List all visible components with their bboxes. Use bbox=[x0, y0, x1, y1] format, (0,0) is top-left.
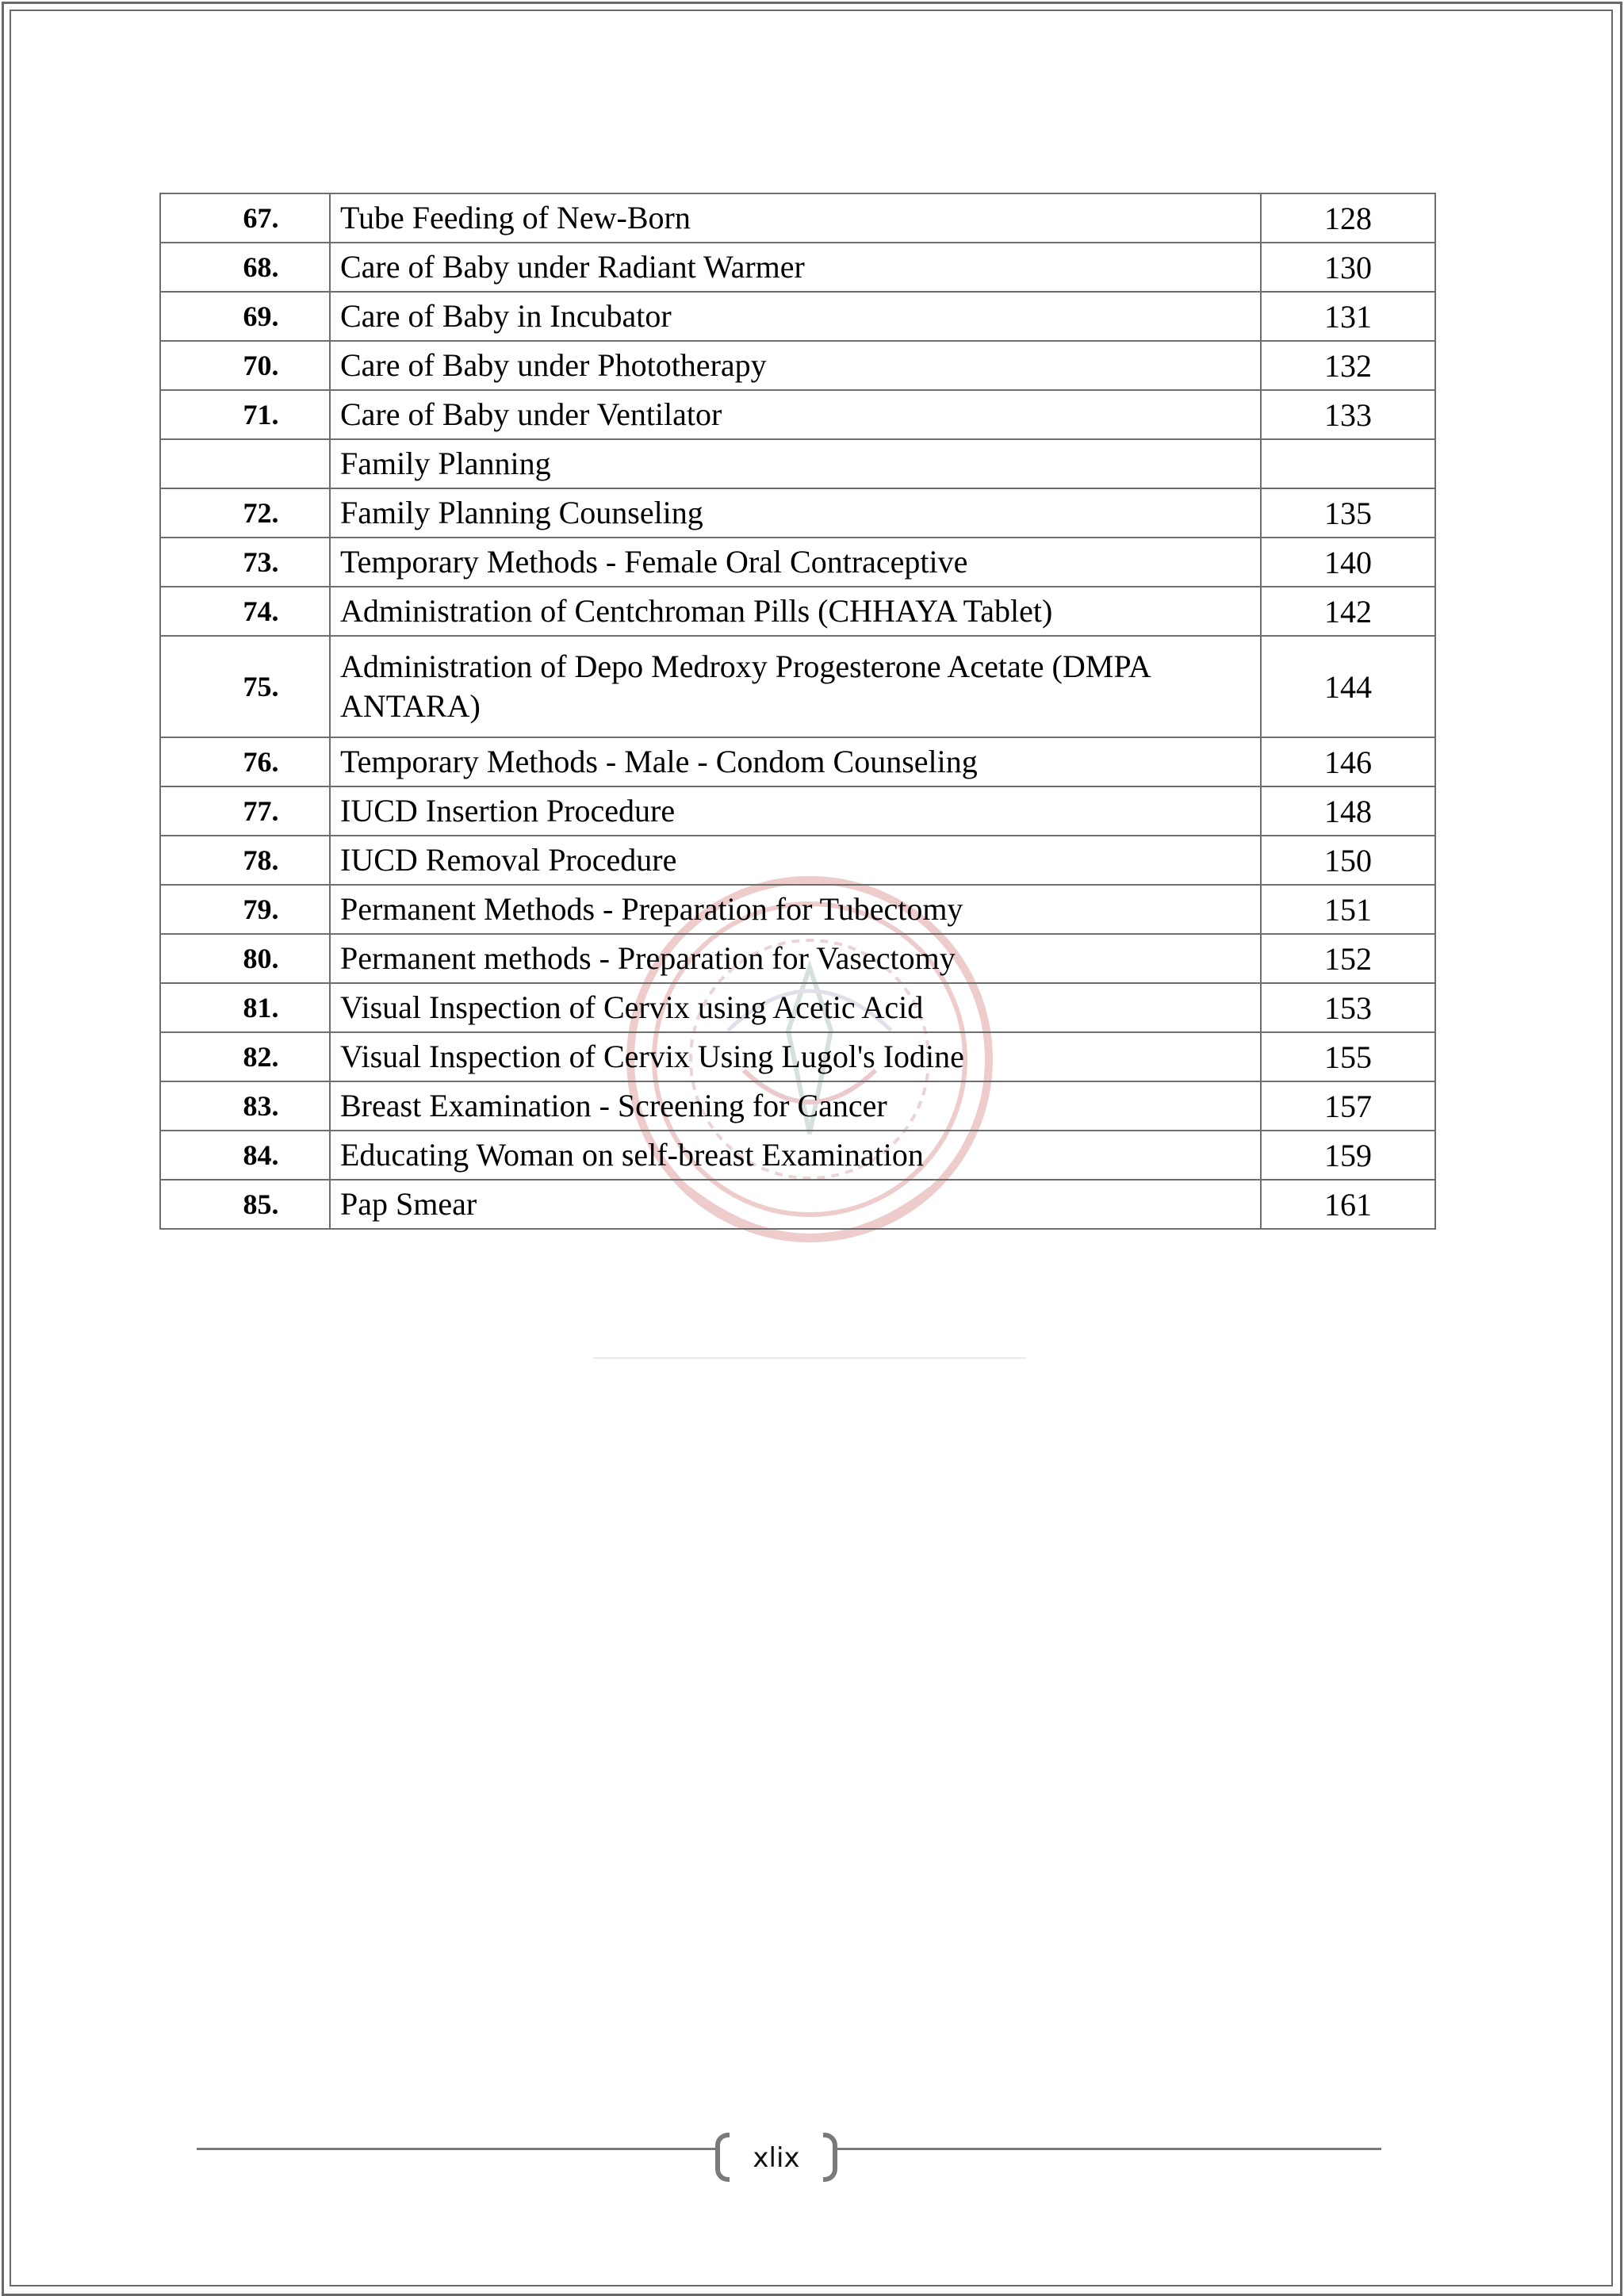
entry-page: 150 bbox=[1261, 836, 1435, 885]
entry-title: Permanent Methods - Preparation for Tubectomy bbox=[330, 885, 1261, 934]
entry-number: 79. bbox=[160, 885, 330, 934]
entry-number: 74. bbox=[160, 587, 330, 636]
entry-title: Tube Feeding of New-Born bbox=[330, 193, 1261, 243]
entry-title: Care of Baby under Ventilator bbox=[330, 390, 1261, 439]
entry-number: 83. bbox=[160, 1081, 330, 1131]
entry-page: 153 bbox=[1261, 983, 1435, 1032]
entry-number: 82. bbox=[160, 1032, 330, 1081]
table-row bbox=[160, 983, 1435, 1032]
contents-table bbox=[159, 193, 1436, 1230]
contents-table-body bbox=[160, 193, 1435, 1229]
entry-page: 135 bbox=[1261, 488, 1435, 538]
entry-title: Administration of Centchroman Pills (CHHAYA Tablet) bbox=[330, 587, 1261, 636]
entry-number: 69. bbox=[160, 292, 330, 341]
entry-page: 161 bbox=[1261, 1180, 1435, 1229]
table-row bbox=[160, 292, 1435, 341]
entry-page: 133 bbox=[1261, 390, 1435, 439]
page-number: xlix bbox=[753, 2142, 800, 2174]
entry-title: Temporary Methods - Female Oral Contraceptive bbox=[330, 538, 1261, 587]
table-row bbox=[160, 488, 1435, 538]
table-row bbox=[160, 1180, 1435, 1229]
entry-title: IUCD Insertion Procedure bbox=[330, 786, 1261, 836]
table-row bbox=[160, 786, 1435, 836]
table-row bbox=[160, 1032, 1435, 1081]
entry-title: Pap Smear bbox=[330, 1180, 1261, 1229]
entry-page: 142 bbox=[1261, 587, 1435, 636]
entry-number bbox=[160, 439, 330, 488]
entry-page: 140 bbox=[1261, 538, 1435, 587]
entry-number: 84. bbox=[160, 1131, 330, 1180]
entry-title: Breast Examination - Screening for Cancer bbox=[330, 1081, 1261, 1131]
entry-page: 151 bbox=[1261, 885, 1435, 934]
table-row bbox=[160, 836, 1435, 885]
table-row bbox=[160, 390, 1435, 439]
entry-title: Visual Inspection of Cervix Using Lugol's Iodine bbox=[330, 1032, 1261, 1081]
entry-title: Family Planning bbox=[330, 439, 1261, 488]
footer-rule-right bbox=[837, 2148, 1381, 2150]
entry-number: 81. bbox=[160, 983, 330, 1032]
entry-title: Family Planning Counseling bbox=[330, 488, 1261, 538]
entry-page: 155 bbox=[1261, 1032, 1435, 1081]
entry-number: 73. bbox=[160, 538, 330, 587]
entry-page: 146 bbox=[1261, 737, 1435, 786]
entry-page: 130 bbox=[1261, 243, 1435, 292]
entry-page: 144 bbox=[1261, 636, 1435, 737]
table-row bbox=[160, 737, 1435, 786]
entry-title: Administration of Depo Medroxy Progesterone Acetate (DMPA ANTARA) bbox=[330, 636, 1261, 737]
table-row bbox=[160, 587, 1435, 636]
entry-page: 132 bbox=[1261, 341, 1435, 390]
entry-title: Care of Baby under Phototherapy bbox=[330, 341, 1261, 390]
table-row bbox=[160, 1081, 1435, 1131]
table-row bbox=[160, 538, 1435, 587]
entry-title: Visual Inspection of Cervix using Acetic Acid bbox=[330, 983, 1261, 1032]
entry-title: Care of Baby in Incubator bbox=[330, 292, 1261, 341]
entry-number: 75. bbox=[160, 636, 330, 737]
entry-number: 85. bbox=[160, 1180, 330, 1229]
entry-number: 67. bbox=[160, 193, 330, 243]
entry-page: 157 bbox=[1261, 1081, 1435, 1131]
entry-number: 78. bbox=[160, 836, 330, 885]
entry-page bbox=[1261, 439, 1435, 488]
table-row bbox=[160, 439, 1435, 488]
entry-page: 131 bbox=[1261, 292, 1435, 341]
entry-title: Educating Woman on self-breast Examination bbox=[330, 1131, 1261, 1180]
footer-bracket-left bbox=[715, 2133, 730, 2182]
table-row bbox=[160, 934, 1435, 983]
entry-page: 152 bbox=[1261, 934, 1435, 983]
entry-number: 80. bbox=[160, 934, 330, 983]
table-row bbox=[160, 636, 1435, 737]
entry-title: Permanent methods - Preparation for Vasectomy bbox=[330, 934, 1261, 983]
entry-page: 148 bbox=[1261, 786, 1435, 836]
footer-rule-left bbox=[197, 2148, 718, 2150]
entry-number: 76. bbox=[160, 737, 330, 786]
entry-number: 77. bbox=[160, 786, 330, 836]
table-row bbox=[160, 243, 1435, 292]
footer-bracket-right bbox=[823, 2133, 837, 2182]
entry-number: 70. bbox=[160, 341, 330, 390]
entry-title: Care of Baby under Radiant Warmer bbox=[330, 243, 1261, 292]
entry-number: 71. bbox=[160, 390, 330, 439]
entry-page: 128 bbox=[1261, 193, 1435, 243]
table-row bbox=[160, 1131, 1435, 1180]
entry-number: 68. bbox=[160, 243, 330, 292]
entry-page: 159 bbox=[1261, 1131, 1435, 1180]
table-row bbox=[160, 193, 1435, 243]
entry-title: IUCD Removal Procedure bbox=[330, 836, 1261, 885]
table-row bbox=[160, 341, 1435, 390]
entry-number: 72. bbox=[160, 488, 330, 538]
entry-title: Temporary Methods - Male - Condom Counseling bbox=[330, 737, 1261, 786]
table-row bbox=[160, 885, 1435, 934]
